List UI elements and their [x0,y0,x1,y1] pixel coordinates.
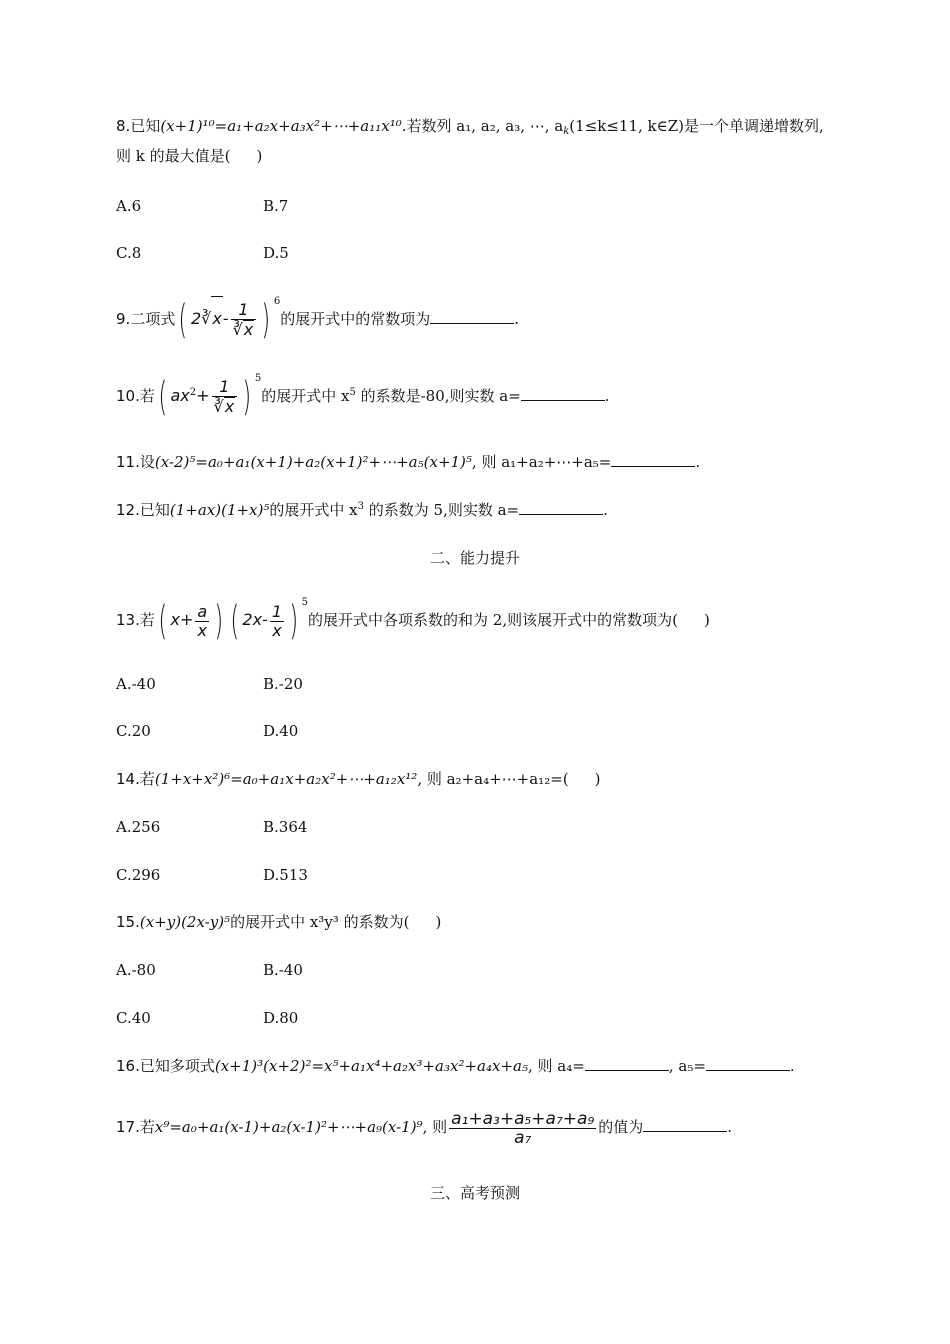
variable-x: x [252,610,263,629]
question-text: 设 [139,453,155,471]
question-text: 若 [139,1118,155,1136]
answer-blank[interactable] [519,500,603,515]
option-a[interactable]: A.6 [116,197,142,215]
question-text: 已知 [139,501,170,519]
answer-blank-a4[interactable] [585,1056,669,1071]
left-paren: ( [158,374,167,420]
left-paren: ( [158,598,167,644]
minus-sign: - [222,309,229,328]
denominator: x [197,620,207,640]
denominator: x [272,620,282,640]
question-text: 已知多项式 [139,1057,215,1075]
question-text: 的展开式中 x [261,387,350,405]
radicand: x [243,320,254,339]
numerator: 1 [271,601,283,621]
question-text: , 则 a₁+a₂+⋯+a₅= [471,453,612,471]
question-text: 的展开式中 x³y³ 的系数为( [230,913,410,931]
option-a[interactable]: A.-40 [116,675,156,693]
numerator: a₁+a₃+a₅+a₇+a₉ [451,1108,595,1129]
question-8 [116,116,824,136]
question-text: , 则 a₄= [528,1057,585,1075]
question-15 [116,912,441,932]
fraction [270,603,284,640]
period: . [727,1118,733,1136]
question-text: 的展开式中的常数项为 [280,310,431,328]
question-text: 的展开式中 x [269,501,358,519]
exponent: 3 [357,501,364,512]
question-text: 若 [139,611,155,629]
plus-sign: + [196,386,210,405]
question-text: 的值为 [598,1118,644,1136]
exponent: 5 [349,387,356,398]
question-text: 的系数是-80,则实数 a= [355,387,521,405]
answer-blank[interactable] [643,1117,727,1132]
question-8-line2 [116,146,262,166]
denominator: ∛x [232,320,254,339]
question-text: , 则 [422,1118,448,1136]
exponent: 5 [301,597,308,608]
period: . [789,1057,795,1075]
question-text: 的展开式中各项系数的和为 2,则该展开式中的常数项为( [308,611,678,629]
formula: x⁹=a₀+a₁(x-1)+a₂(x-1)²+⋯+a₉(x-1)⁹ [154,1118,423,1136]
denominator: ∛x [213,397,235,416]
variable-x: x [170,610,180,629]
question-16 [116,1056,795,1076]
plus-sign: + [179,610,194,629]
answer-blank[interactable] [611,452,695,467]
question-text: 若 [139,387,155,405]
question-12 [116,500,608,520]
right-paren: ) [242,374,252,420]
question-text: (1≤k≤11, k∈Z)是一个单调递增数列, [569,117,824,135]
close-paren: ) [703,611,710,629]
close-paren: ) [435,913,442,931]
option-c[interactable]: C.8 [116,244,142,262]
fraction [231,301,257,339]
numerator: a [197,601,208,621]
right-paren: ) [214,598,224,644]
period: . [695,453,701,471]
question-text: 二项式 [130,310,176,328]
option-d[interactable]: D.40 [263,722,299,740]
formula: (x-2)⁵=a₀+a₁(x+1)+a₂(x+1)²+⋯+a₅(x+1)⁵ [154,453,472,471]
period: . [604,387,610,405]
question-text: 的系数为 5,则实数 a= [364,501,520,519]
question-text: 若 [139,770,155,788]
question-text: 则 k 的最大值是( [116,147,231,165]
exponent: 6 [273,296,281,307]
close-paren: ) [256,147,263,165]
option-c[interactable]: C.20 [116,722,151,740]
right-paren: ) [261,297,271,343]
question-number: 16. [116,1057,140,1075]
question-number: 14. [116,770,140,788]
option-d[interactable]: D.5 [263,244,289,262]
exponent: 2 [189,387,197,398]
question-number: 8. [116,117,131,135]
numerator: 1 [231,301,257,320]
variable-x: x [180,386,190,405]
formula: (1+x+x²)⁶=a₀+a₁x+a₂x²+⋯+a₁₂x¹² [154,770,418,788]
option-d[interactable]: D.80 [263,1009,299,1027]
minus-sign: - [262,610,268,629]
option-b[interactable]: B.7 [263,197,289,215]
period: . [514,310,520,328]
numerator: 1 [212,378,238,397]
fraction [212,378,238,416]
question-number: 17. [116,1118,140,1136]
period: . [603,501,608,519]
option-b[interactable]: B.364 [263,818,308,836]
question-17 [116,1104,732,1150]
option-c[interactable]: C.296 [116,866,161,884]
coefficient: 2 [242,610,253,629]
option-d[interactable]: D.513 [263,866,308,884]
option-b[interactable]: B.-40 [263,961,303,979]
question-number: 15. [116,913,140,931]
left-paren: ( [178,297,188,343]
answer-blank[interactable] [430,309,514,324]
option-c[interactable]: C.40 [116,1009,151,1027]
denominator: a₇ [514,1127,532,1148]
answer-blank-a5[interactable] [706,1056,790,1071]
formula: (x+1)³(x+2)²=x⁵+a₁x⁴+a₂x³+a₃x²+a₄x+a₅ [214,1057,528,1075]
left-paren: ( [230,598,239,644]
question-text: 已知 [130,117,161,135]
fraction [449,1110,596,1147]
question-10 [116,374,610,418]
close-paren: ) [594,770,601,788]
radicand: x [211,296,222,341]
section-title: 二、能力提升 [429,549,520,567]
question-text: .若数列 a₁, a₂, a₃, ⋯, a [401,117,564,135]
answer-blank[interactable] [521,386,605,401]
question-11 [116,452,700,472]
question-14 [116,769,600,789]
formula: (x+1)¹⁰=a₁+a₂x+a₃x²+⋯+a₁₁x¹⁰ [160,117,402,135]
variable-a: a [170,386,181,405]
fraction [195,603,209,640]
right-paren: ) [289,598,299,644]
option-a[interactable]: A.-80 [116,961,156,979]
question-number: 12. [116,501,140,519]
question-text: , a₅= [668,1057,706,1075]
radicand: x [224,397,235,416]
exponent: 5 [254,373,262,384]
formula: (x+y)(2x-y)⁵ [139,913,231,931]
question-number: 11. [116,453,140,471]
question-13 [116,598,710,642]
formula: (1+ax)(1+x)⁵ [169,501,270,519]
question-number: 13. [116,611,140,629]
question-text: , 则 a₂+a₄+⋯+a₁₂=( [417,770,569,788]
section-title: 三、高考预测 [429,1184,520,1202]
question-number: 10. [116,387,140,405]
coefficient: 2 [190,309,202,328]
option-a[interactable]: A.256 [116,818,161,836]
option-b[interactable]: B.-20 [263,675,303,693]
question-9: 9.二项式( 2∛x- $\frac{1}{∛x}$ ) $^6$的展开式中的常数项为 . [116,296,520,343]
question-number: 9. [116,310,131,328]
subscript: k [563,126,570,137]
